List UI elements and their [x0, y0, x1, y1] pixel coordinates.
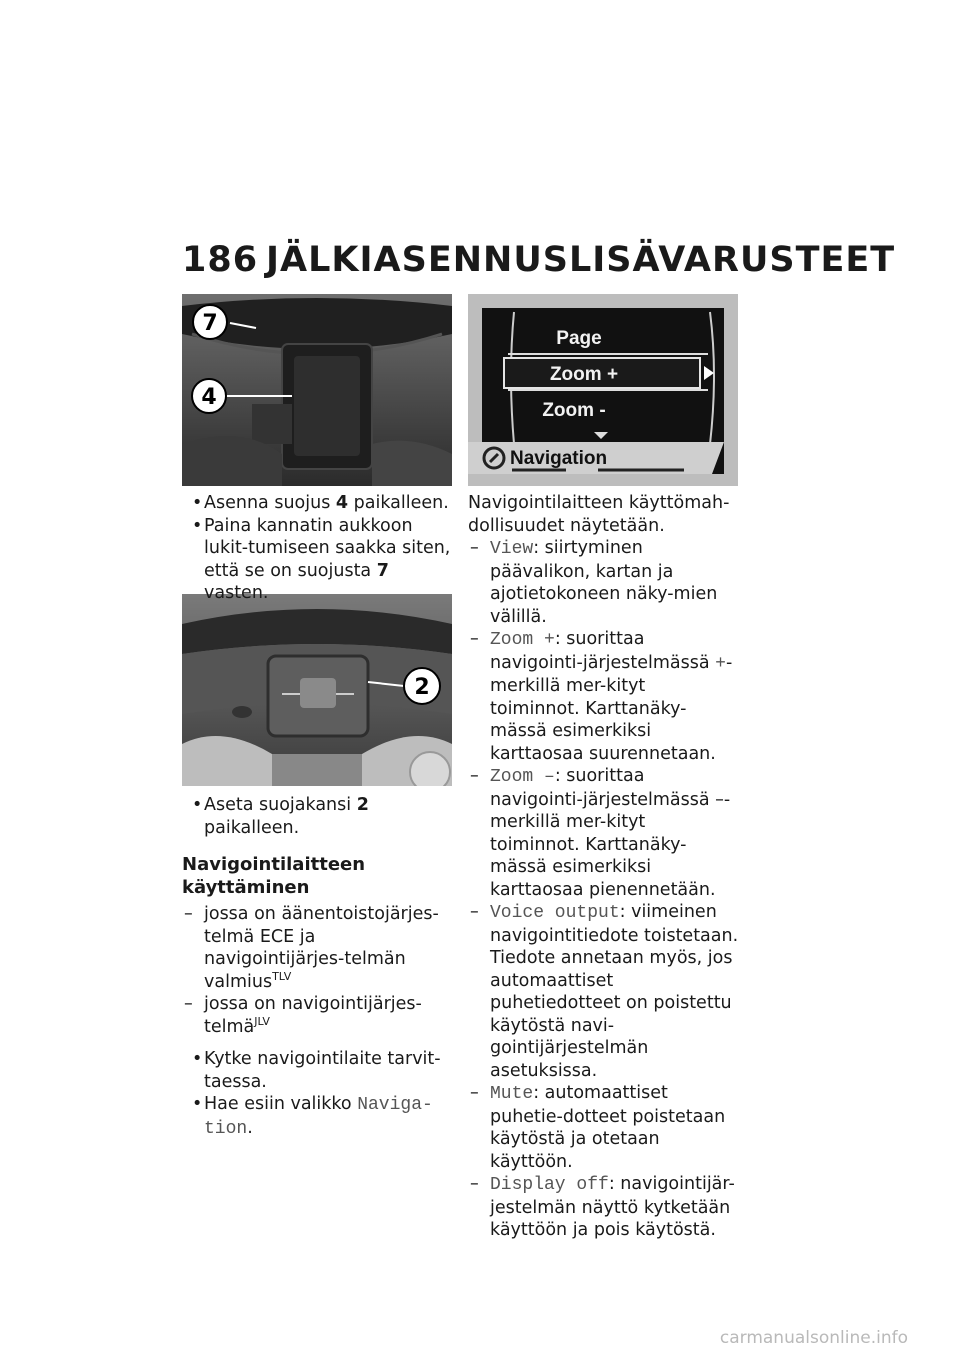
option-display-off: – Display off: navigointijär-jestelmän näyttö kytketään käyttöön ja pois käytöstä.: [468, 1173, 740, 1242]
step-open-menu: • Hae esiin valikko Naviga-tion.: [182, 1093, 454, 1140]
callout-4: 4: [201, 385, 217, 410]
photo-cover-dashboard: [182, 594, 452, 786]
page-number: 186: [182, 240, 259, 280]
step-install-lid: • Aseta suojakansi 2 paikalleen.: [182, 794, 454, 839]
condition-jlv: – jossa on navigointijärjes-telmä$^{JLV}$: [182, 993, 454, 1038]
menu-item-zoom-plus: Zoom +: [549, 364, 619, 385]
photo-holder-mount: [182, 294, 452, 486]
step-switch-on: • Kytke navigointilaite tarvit-taessa.: [182, 1048, 454, 1093]
right-col: [468, 492, 740, 1242]
photo-cover-dashboard-drawing: [182, 594, 452, 786]
menu-item-zoom-minus: Zoom -: [542, 400, 606, 421]
left-col-top: [182, 492, 454, 605]
step-install-cover: • Asenna suojus 4 paikalleen.: [182, 492, 454, 515]
section-heading: Navigointilaitteen käyttäminen: [182, 854, 366, 898]
photo-navigation-screen: [468, 294, 738, 486]
photo-holder-mount-drawing: [182, 294, 452, 486]
page-header: [182, 240, 896, 280]
option-mute: – Mute: automaattiset puhetie-dotteet poistetaan käytöstä ja otetaan käyttöön.: [468, 1082, 740, 1173]
intro-text: Navigointilaitteen käyttömah-dollisuudet näytetään.: [468, 493, 730, 536]
left-col-bottom: [182, 794, 454, 1140]
callout-2: 2: [414, 675, 430, 700]
step-press-holder: • Paina kannatin aukkoon lukit-tumiseen saakka siten, että se on suojusta 7 vasten.: [182, 515, 454, 605]
page-title: JÄLKIASENNUSLISÄVARUSTEET: [266, 240, 896, 280]
option-zoom-plus: – Zoom +: suorittaa navigointi-järjestelmässä +-merkillä mer-kityt toiminnot. Karttanäky-mässä esimerkiksi karttaosaa suurennetaan.: [468, 628, 740, 765]
option-view: – View: siirtyminen päävalikon, kartan ja ajotietokoneen näky-mien välillä.: [468, 537, 740, 628]
menu-item-navigation: Navigation: [510, 448, 608, 469]
callout-7: 7: [202, 311, 218, 336]
option-zoom-minus: – Zoom –: suorittaa navigointi-järjestelmässä –-merkillä mer-kityt toiminnot. Karttanäky-mässä esimerkiksi karttaosaa pienennetään.: [468, 765, 740, 901]
condition-tlv: – jossa on äänentoistojärjes-telmä ECE ja navigointijärjes-telmän valmius$^{TLV}$: [182, 903, 454, 993]
option-voice-output: – Voice output: viimeinen navigointitiedote toistetaan. Tiedote annetaan myös, jos automaattiset puhetiedotteet on poistettu käytöstä navi-gointijärjestelmän asetuksissa.: [468, 901, 740, 1082]
navigation-screen-drawing: [468, 294, 738, 486]
menu-item-page: Page: [556, 328, 602, 349]
watermark: carmanualsonline.info: [719, 1328, 908, 1348]
